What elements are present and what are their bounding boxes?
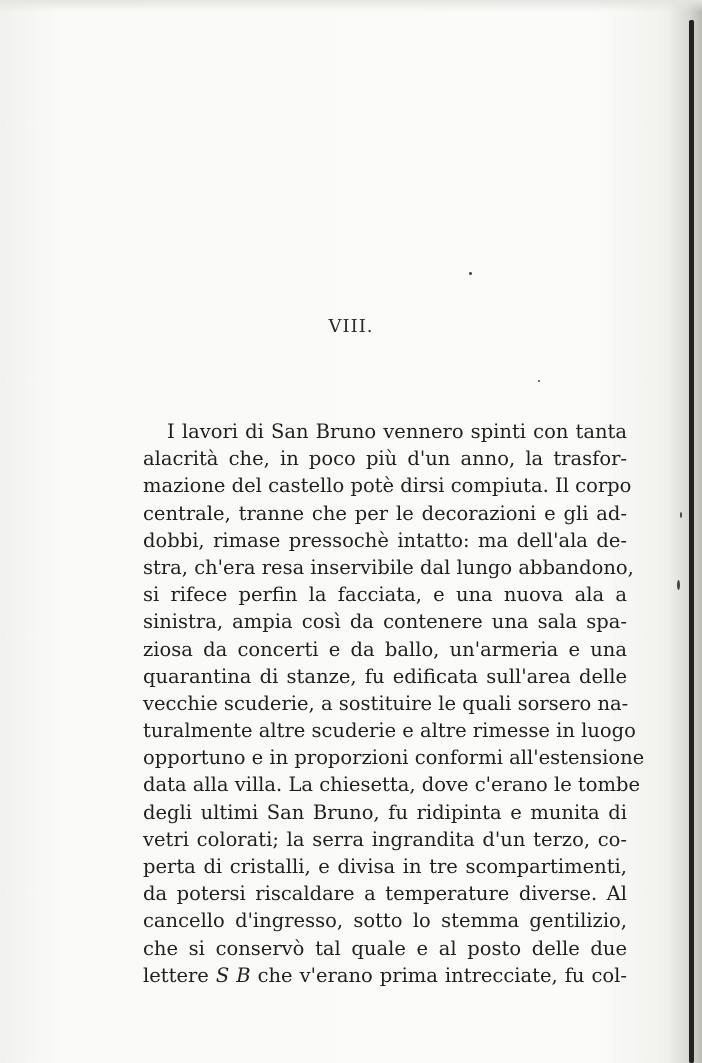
text-line: I lavori di San Bruno vennero spinti con tanta [167,420,627,443]
chapter-heading: VIII. [328,316,374,337]
text-line: da potersi riscaldare a temperature diverse. Al [143,882,627,906]
text-line: stra, ch'era resa inservibile dal lungo abbandono, [143,555,634,579]
text-line: centrale, tranne che per le decorazioni e gli ad- [143,501,627,525]
text-fragment: lettere [143,963,216,987]
text-line: perta di cristalli, e divisa in tre scompartimenti, [143,855,627,878]
body-text [143,418,645,989]
text-line: sinistra, ampia così da contenere una sala spa- [143,610,627,634]
text-line: che si conservò tal quale e al posto delle due [143,936,627,960]
text-line: alacrità che, in poco più d'un anno, la trasfor- [143,447,627,471]
text-line: mazione del castello potè dirsi compiuta. Il corpo [143,474,632,498]
text-line: si rifece perfin la facciata, e una nuova ala a [143,583,627,607]
italic-initials: S B [215,963,251,987]
text-line: dobbi, rimase pressochè intatto: ma dell'ala de- [143,528,627,552]
text-line: vecchie scuderie, a sostituire le quali sorsero na- [143,691,629,715]
page-binding-edge [689,20,694,1063]
text-line-last [143,962,627,989]
text-fragment: che v'erano prima intrecciate, fu col- [250,963,627,987]
text-line: ziosa da concerti e da ballo, un'armeria e una [143,637,627,661]
text-line: quarantina di stanze, fu edificata sull'area delle [143,664,627,688]
page-speck [680,512,682,518]
text-line: vetri colorati; la serra ingrandita d'un terzo, co- [143,827,627,851]
page-speck [538,380,540,382]
text-line: degli ultimi San Bruno, fu ridipinta e munita di [143,800,627,824]
page-speck [677,580,680,590]
page-top-shadow [0,0,702,12]
text-line: cancello d'ingresso, sotto lo stemma gentilizio, [143,909,627,933]
text-line: turalmente altre scuderie e altre rimesse in luogo [143,719,636,743]
page-speck [469,272,472,275]
text-line: data alla villa. La chiesetta, dove c'erano le tombe [143,773,641,797]
text-line: opportuno e in proporzioni conformi all'estensione [143,746,645,770]
